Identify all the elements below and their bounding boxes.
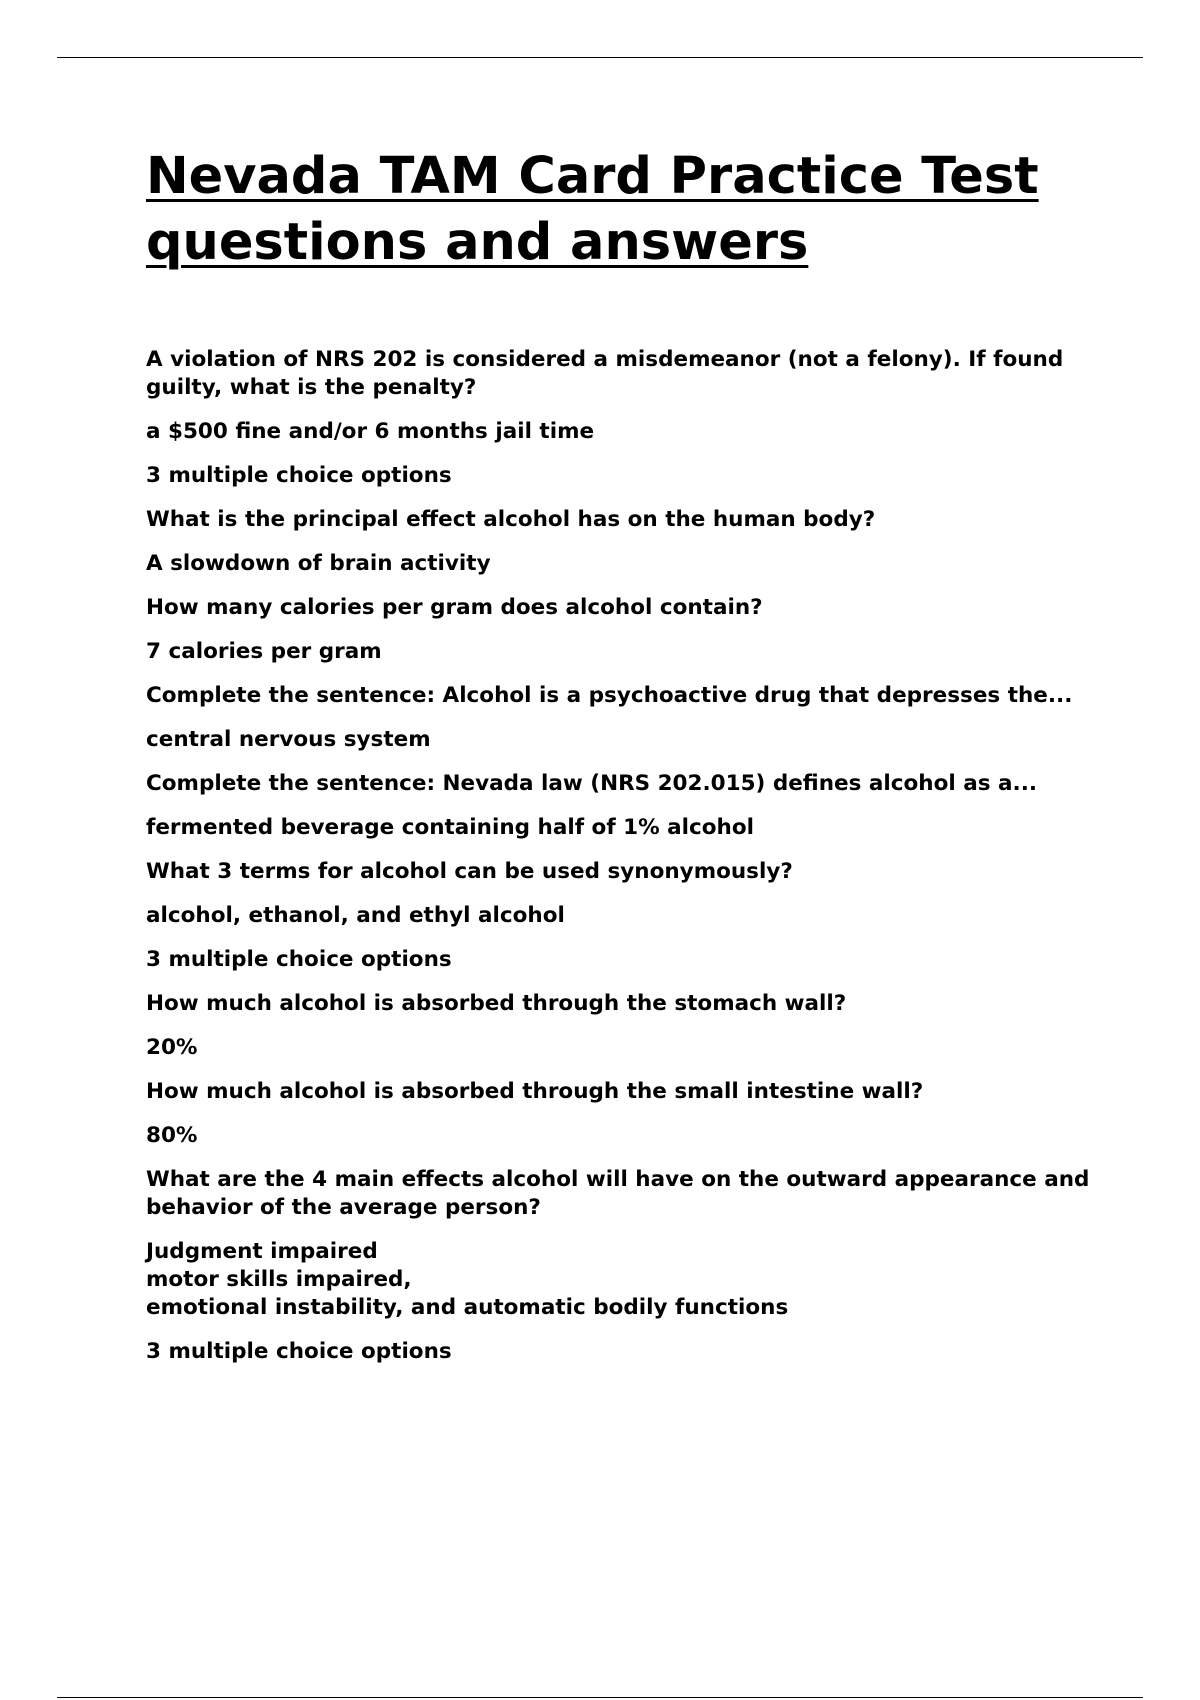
- options-note: 3 multiple choice options: [146, 947, 452, 972]
- top-divider: [57, 57, 1143, 58]
- answer-text: alcohol, ethanol, and ethyl alcohol: [146, 903, 565, 928]
- bottom-divider: [57, 1697, 1143, 1698]
- answer-text: a $500 fine and/or 6 months jail time: [146, 419, 595, 444]
- document-title: Nevada TAM Card Practice Test questions and answers: [146, 147, 1039, 272]
- answer-text: 7 calories per gram: [146, 639, 382, 664]
- answer-text: 80%: [146, 1123, 198, 1148]
- question-text: How many calories per gram does alcohol contain?: [146, 595, 763, 620]
- answer-text: Judgment impaired motor skills impaired, emotional instability, and automatic bodily functions: [146, 1239, 789, 1320]
- answer-text: fermented beverage containing half of 1% alcohol: [146, 815, 754, 840]
- options-note: 3 multiple choice options: [146, 1339, 452, 1364]
- question-text: How much alcohol is absorbed through the stomach wall?: [146, 991, 847, 1016]
- question-text: How much alcohol is absorbed through the small intestine wall?: [146, 1079, 924, 1104]
- question-text: Complete the sentence: Alcohol is a psychoactive drug that depresses the...: [146, 683, 1073, 708]
- question-text: What is the principal effect alcohol has on the human body?: [146, 507, 876, 532]
- question-text: What 3 terms for alcohol can be used synonymously?: [146, 859, 793, 884]
- document-body: [146, 144, 1096, 1382]
- answer-text: central nervous system: [146, 727, 431, 752]
- options-note: 3 multiple choice options: [146, 463, 452, 488]
- answer-text: A slowdown of brain activity: [146, 551, 491, 576]
- question-text: Complete the sentence: Nevada law (NRS 202.015) defines alcohol as a...: [146, 771, 1038, 796]
- qa-list: [146, 346, 1096, 1366]
- question-text: What are the 4 main effects alcohol will have on the outward appearance and behavior of the average person?: [146, 1167, 1090, 1220]
- question-text: A violation of NRS 202 is considered a misdemeanor (not a felony). If found guilty, what is the penalty?: [146, 347, 1064, 400]
- answer-text: 20%: [146, 1035, 198, 1060]
